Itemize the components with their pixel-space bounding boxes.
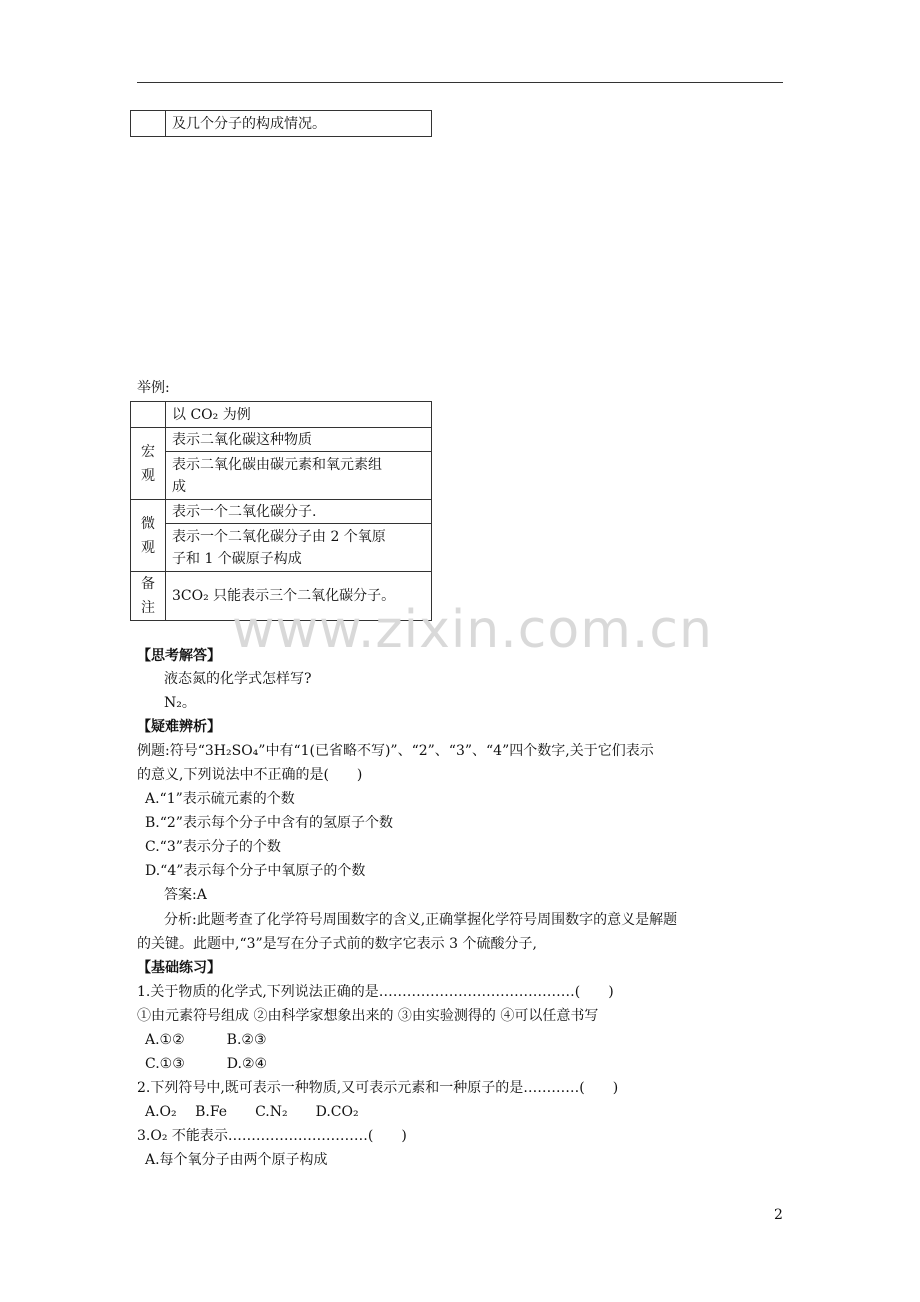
empty-cell	[131, 111, 166, 137]
note-text: 3CO₂ 只能表示三个二氧化碳分子。	[166, 572, 432, 621]
analysis-line-2: 的关键。此题中,“3”是写在分子式前的数字它表示 3 个硫酸分子,	[137, 936, 537, 952]
question-3-option-a: A.每个氧分子由两个原子构成	[145, 1152, 328, 1168]
think-answer: N₂。	[164, 695, 196, 711]
practice-heading: 【基础练习】	[137, 960, 221, 976]
table-fragment	[130, 110, 432, 137]
question-1-options-cd: C.①③ D.②④	[145, 1056, 268, 1072]
macro-label: 宏观	[141, 443, 155, 484]
micro-row-1: 表示一个二氧化碳分子.	[166, 500, 432, 524]
question-1: 1.关于物质的化学式,下列说法正确的是……………………………………( )	[137, 984, 614, 1000]
table-cell-text: 及几个分子的构成情况。	[166, 111, 432, 137]
option-a: A.“1”表示硫元素的个数	[145, 791, 295, 807]
analysis-line-1: 分析:此题考查了化学符号周围数字的含义,正确掌握化学符号周围数字的意义是解题	[164, 912, 678, 928]
option-d: D.“4”表示每个分子中氧原子的个数	[145, 863, 366, 879]
micro-label-cell	[131, 500, 166, 572]
question-1-options-ab: A.①② B.②③	[145, 1032, 267, 1048]
co2-meaning-table	[130, 401, 432, 621]
option-c: C.“3”表示分子的个数	[145, 839, 281, 855]
table-header: 以 CO₂ 为例	[166, 402, 432, 428]
question-2-options: A.O₂ B.Fe C.N₂ D.CO₂	[145, 1104, 359, 1120]
example-label: 举例:	[137, 380, 170, 396]
macro-row-2-line-2: 成	[172, 478, 186, 495]
macro-row-1: 表示二氧化碳这种物质	[166, 428, 432, 452]
note-label: 备注	[141, 576, 155, 616]
difficulty-heading: 【疑难辨析】	[137, 719, 221, 735]
think-question: 液态氮的化学式怎样写?	[164, 671, 312, 687]
micro-row-2-line-2: 子和 1 个碳原子构成	[172, 550, 302, 567]
empty-cell	[131, 402, 166, 428]
macro-row-2	[166, 452, 432, 500]
header-rule	[137, 82, 783, 83]
macro-row-2-line-1: 表示二氧化碳由碳元素和氧元素组	[172, 456, 382, 473]
question-2: 2.下列符号中,既可表示一种物质,又可表示元素和一种原子的是…………( )	[137, 1080, 619, 1096]
micro-row-2-line-1: 表示一个二氧化碳分子由 2 个氧原	[172, 528, 386, 545]
micro-row-2	[166, 524, 432, 572]
note-label-cell	[131, 572, 166, 621]
question-3: 3.O₂ 不能表示…………………………( )	[137, 1128, 407, 1144]
watermark: www.zixin.com.cn	[232, 600, 713, 660]
question-1-items: ①由元素符号组成 ②由科学家想象出来的 ③由实验测得的 ④可以任意书写	[137, 1008, 599, 1024]
example-question-line-2: 的意义,下列说法中不正确的是( )	[137, 767, 363, 783]
macro-label-cell	[131, 428, 166, 500]
option-b: B.“2”表示每个分子中含有的氢原子个数	[145, 815, 393, 831]
micro-label: 微观	[141, 515, 155, 556]
think-heading: 【思考解答】	[137, 648, 221, 664]
example-question-line-1: 例题:符号“3H₂SO₄”中有“1(已省略不写)”、“2”、“3”、“4”四个数字,关于它们表示	[137, 743, 654, 759]
page-number: 2	[774, 1207, 783, 1223]
answer-text: 答案:A	[164, 887, 207, 903]
